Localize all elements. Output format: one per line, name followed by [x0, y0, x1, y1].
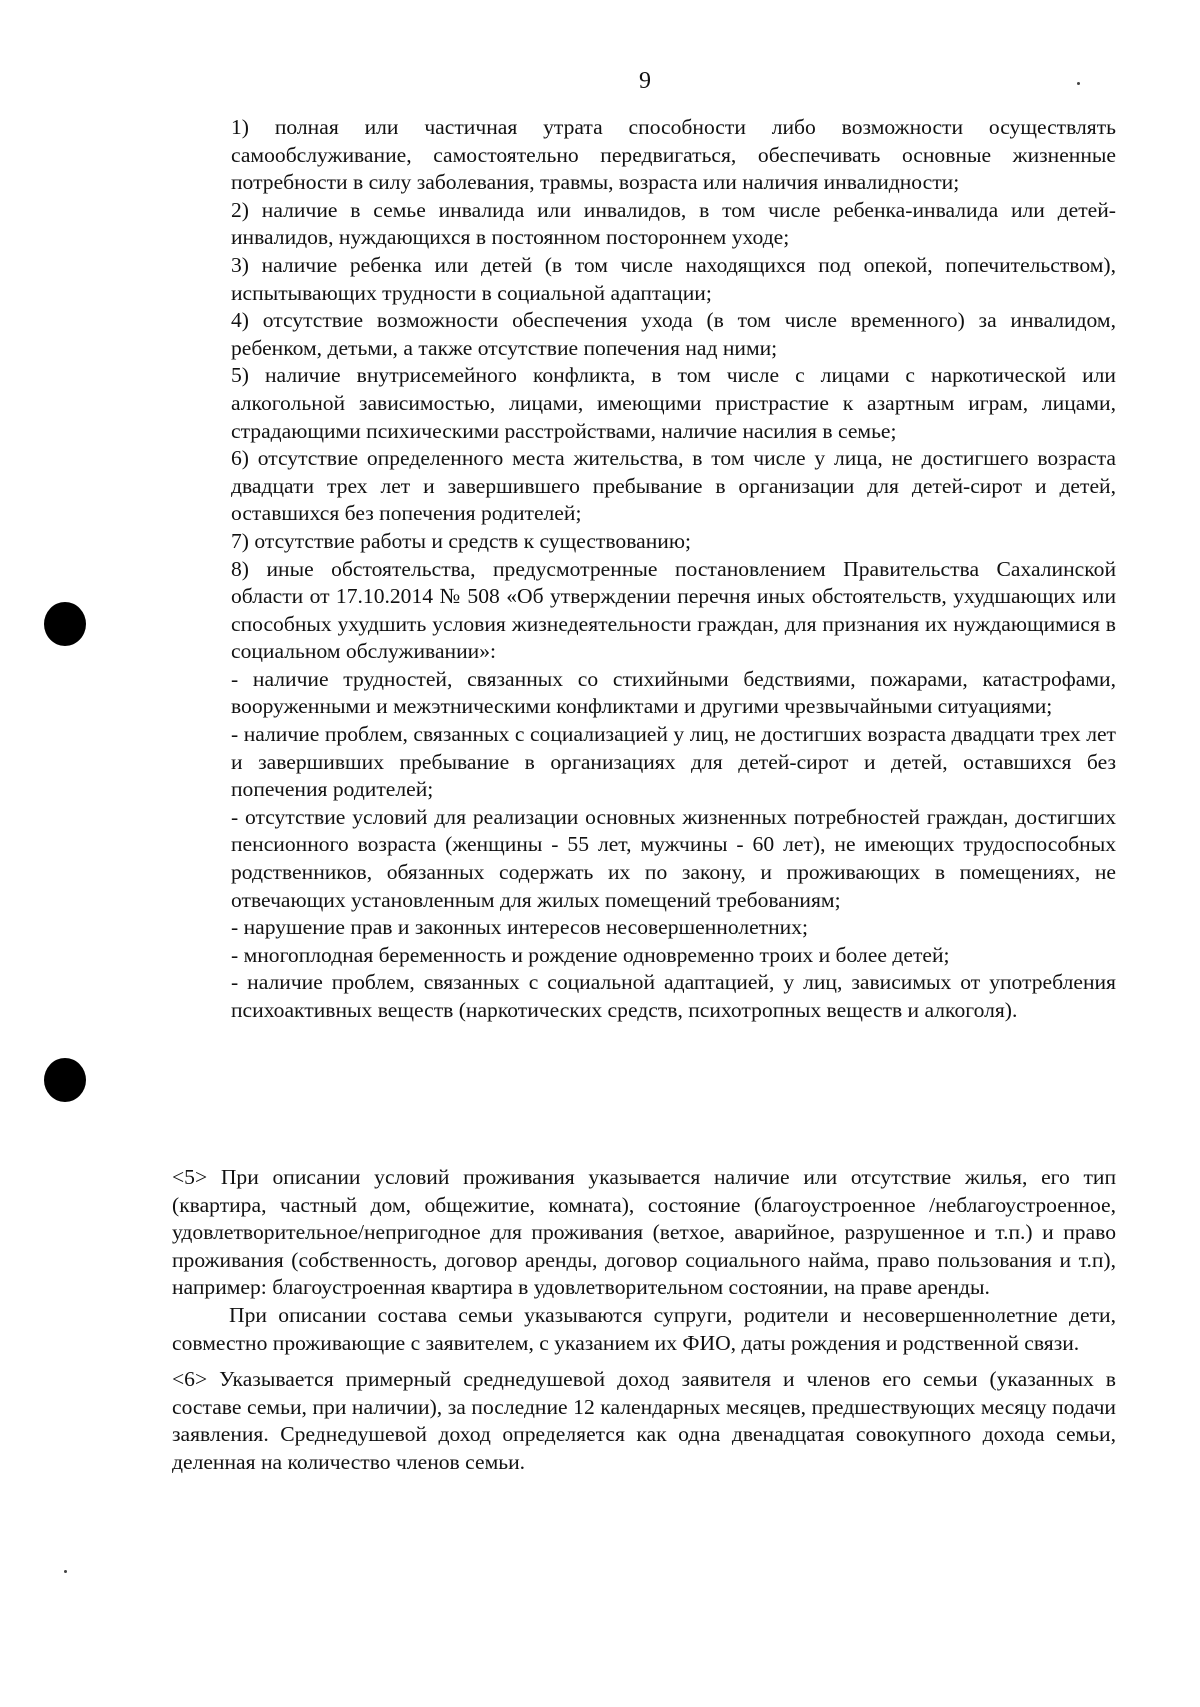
footnote-6: <6> Указывается примерный среднедушевой доход заявителя и членов его семьи (указанных в составе семьи, при наличии), за последние 12 календарных месяцев, предшествующих месяцу подачи заявления. Среднедушевой доход определяется как одна двенадцатая совокупного дохода семьи, деленная на количество членов семьи.	[172, 1367, 1116, 1474]
scan-speck	[1077, 82, 1080, 85]
condition-item: 2) наличие в семье инвалида или инвалидов, в том числе ребенка-инвалида или детей-инвалидов, нуждающихся в постоянном постороннем уходе;	[231, 197, 1116, 250]
condition-item: 3) наличие ребенка или детей (в том числе находящихся под опекой, попечительством), испытывающих трудности в социальной адаптации;	[231, 252, 1116, 305]
condition-subitem: - наличие трудностей, связанных со стихийными бедствиями, пожарами, катастрофами, вооруженными и межэтническими конфликтами и другими чрезвычайными ситуациями;	[231, 666, 1116, 719]
condition-item: 4) отсутствие возможности обеспечения ухода (в том числе временного) за инвалидом, ребенком, детьми, а также отсутствие попечения над ними;	[231, 308, 1116, 360]
punch-hole-mark	[44, 1058, 86, 1102]
condition-item: 8) иные обстоятельства, предусмотренные постановлением Правительства Сахалинской области от 17.10.2014 № 508 «Об утверждении перечня иных обстоятельств, ухудшающих или способных ухудшить условия жизнедеятельности граждан, для признания их нуждающимися в социальном обслуживании»:	[231, 556, 1116, 664]
condition-subitem: - наличие проблем, связанных с социальной адаптацией, у лиц, зависимых от употребления психоактивных веществ (наркотических средств, психотропных веществ и алкоголя).	[231, 970, 1116, 1022]
condition-subitem: - нарушение прав и законных интересов несовершеннолетних;	[231, 915, 809, 940]
condition-item: 5) наличие внутрисемейного конфликта, в том числе с лицами с наркотической или алкогольной зависимостью, лицами, имеющими пристрастие к азартным играм, лицами, страдающими психическими расстройствами, наличие насилия в семье;	[231, 363, 1116, 443]
condition-subitem: - многоплодная беременность и рождение одновременно троих и более детей;	[231, 942, 950, 967]
scan-speck	[64, 1570, 67, 1573]
condition-subitem: - наличие проблем, связанных с социализацией у лиц, не достигших возраста двадцати трех лет и завершивших пребывание в организациях для детей-сирот и детей, оставшихся без попечения родителей;	[231, 722, 1116, 802]
footnotes	[172, 1164, 1116, 1477]
page-number: 9	[639, 68, 651, 94]
condition-subitem: - отсутствие условий для реализации основных жизненных потребностей граждан, достигших пенсионного возраста (женщины - 55 лет, мужчины - 60 лет), не имеющих трудоспособных родственников, обязанных содержать их по закону, и проживающих в помещениях, не отвечающих установленным для жилых помещений требованиям;	[231, 804, 1116, 912]
condition-item: 1) полная или частичная утрата способности либо возможности осуществлять самообслуживание, самостоятельно передвигаться, обеспечивать основные жизненные потребности в силу заболевания, травмы, возраста или наличия инвалидности;	[231, 115, 1116, 195]
punch-hole-mark	[44, 602, 86, 646]
condition-item: 6) отсутствие определенного места жительства, в том числе у лица, не достигшего возраста двадцати трех лет и завершившего пребывание в организации для детей-сирот и детей, оставшихся без попечения родителей;	[231, 446, 1116, 526]
footnote-5-family: При описании состава семьи указываются супруги, родители и несовершеннолетние дети, совместно проживающие с заявителем, с указанием их ФИО, даты рождения и родственной связи.	[172, 1302, 1116, 1355]
condition-item: 7) отсутствие работы и средств к существованию;	[231, 528, 691, 553]
conditions-list	[231, 114, 1116, 1025]
footnote-5: <5> При описании условий проживания указывается наличие или отсутствие жилья, его тип (квартира, частный дом, общежитие, комната), состояние (благоустроенное /неблагоустроенное, удовлетворительное/непригодное для проживания (ветхое, аварийное, разрушенное и т.п.) и право проживания (собственность, договор аренды, договор социального найма, право пользования и т.п), например: благоустроенная квартира в удовлетворительном состоянии, на праве аренды.	[172, 1165, 1116, 1300]
